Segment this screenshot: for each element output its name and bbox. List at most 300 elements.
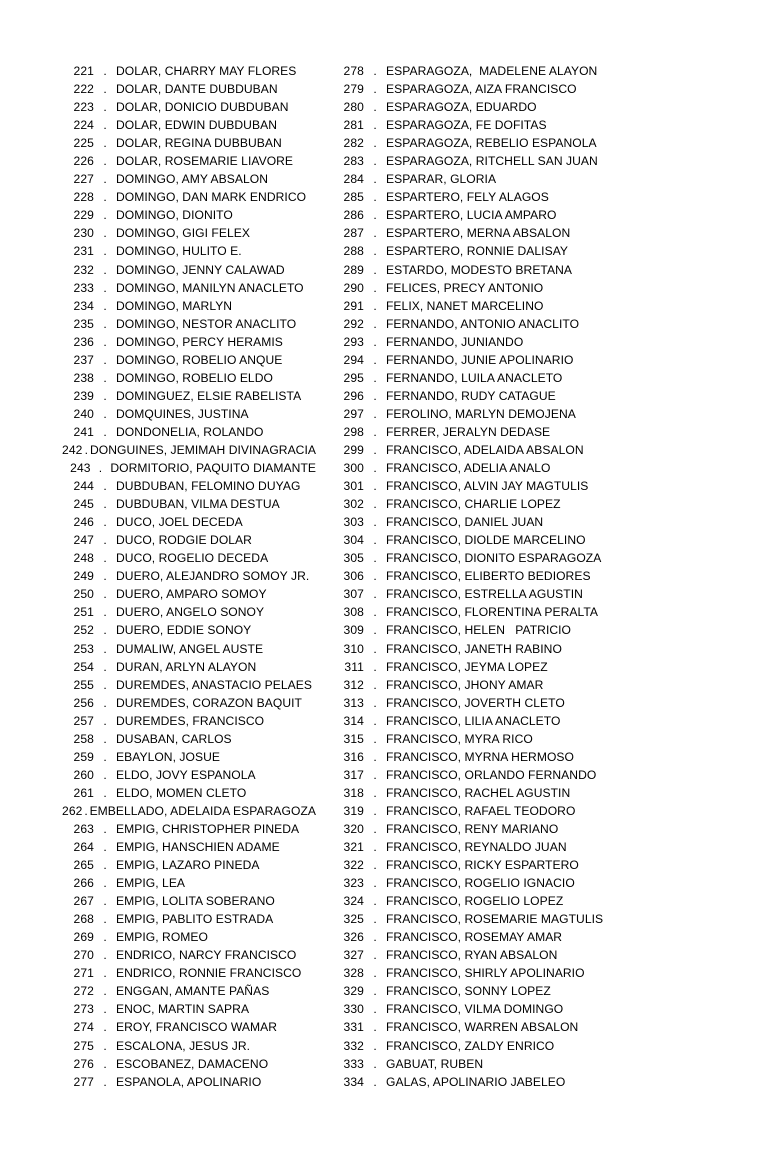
- list-item: [332, 152, 768, 170]
- list-item: [62, 928, 316, 946]
- list-item-separator: .: [373, 876, 377, 891]
- list-item: [62, 549, 316, 567]
- list-item-number: 305: [343, 551, 364, 566]
- list-item-separator: .: [373, 316, 377, 331]
- list-item: [332, 279, 768, 297]
- list-item: [332, 1055, 768, 1073]
- list-item-number: 281: [343, 118, 364, 133]
- list-item-separator: .: [103, 208, 107, 223]
- list-item-name: FRANCISCO, DIOLDE MARCELINO: [386, 533, 586, 548]
- list-item-number: 264: [73, 840, 94, 855]
- list-item-name: FERNANDO, JUNIANDO: [386, 334, 524, 349]
- list-item: [332, 621, 768, 639]
- list-item: [62, 621, 316, 639]
- list-item: [62, 369, 316, 387]
- list-item-number: 266: [73, 876, 94, 891]
- list-item-name: FRANCISCO, SHIRLY APOLINARIO: [386, 966, 585, 981]
- list-item-number: 312: [343, 677, 364, 692]
- list-item-name: ELDO, JOVY ESPANOLA: [116, 767, 256, 782]
- list-item-separator: .: [103, 605, 107, 620]
- list-item-number: 246: [73, 515, 94, 530]
- list-item: [332, 170, 768, 188]
- list-item-number: 332: [343, 1038, 364, 1053]
- list-item-name: FRANCISCO, ROSEMARIE MAGTULIS: [386, 912, 604, 927]
- list-item-name: DOMINGO, MANILYN ANACLETO: [116, 280, 304, 295]
- list-item: [62, 531, 316, 549]
- list-item-name: DOMINGO, ROBELIO ELDO: [116, 370, 273, 385]
- list-item-number: 223: [73, 100, 94, 115]
- list-item-number: 252: [73, 623, 94, 638]
- list-item-separator: .: [373, 388, 377, 403]
- list-item-number: 286: [343, 208, 364, 223]
- list-item: [332, 62, 768, 80]
- list-item-separator: .: [103, 948, 107, 963]
- name-list-column-right: [316, 62, 768, 1091]
- list-item-separator: .: [103, 659, 107, 674]
- list-item-name: FRANCISCO, JEYMA LOPEZ: [386, 659, 548, 674]
- list-item: [62, 98, 316, 116]
- list-item: [332, 116, 768, 134]
- list-item-separator: .: [103, 82, 107, 97]
- list-item: [332, 910, 768, 928]
- list-item-number: 279: [343, 82, 364, 97]
- list-item-separator: .: [103, 479, 107, 494]
- list-item: [332, 459, 768, 477]
- list-item-name: ESPARAGOZA, FE DOFITAS: [386, 118, 547, 133]
- list-item-name: DUSABAN, CARLOS: [116, 731, 232, 746]
- list-item-separator: .: [103, 840, 107, 855]
- list-item-name: FRANCISCO, ELIBERTO BEDIORES: [386, 569, 591, 584]
- list-item-number: 319: [343, 803, 364, 818]
- list-item-name: DOMINGO, HULITO E.: [116, 244, 242, 259]
- list-item-number: 303: [343, 515, 364, 530]
- list-item: [332, 423, 768, 441]
- list-item-separator: .: [103, 388, 107, 403]
- list-item-separator: .: [373, 803, 377, 818]
- list-item: [332, 441, 768, 459]
- list-item: [62, 116, 316, 134]
- list-item-number: 270: [73, 948, 94, 963]
- list-item: [332, 640, 768, 658]
- list-item-number: 273: [73, 1002, 94, 1017]
- list-item-name: DUCO, ROGELIO DECEDA: [116, 551, 269, 566]
- list-item-name: FRANCISCO, REYNALDO JUAN: [386, 840, 567, 855]
- list-item-name: DOMINGO, MARLYN: [116, 298, 233, 313]
- list-item-separator: .: [103, 858, 107, 873]
- list-item-name: ESPARTERO, LUCIA AMPARO: [386, 208, 557, 223]
- list-item: [62, 1037, 316, 1055]
- list-item-number: 317: [343, 767, 364, 782]
- list-item: [62, 603, 316, 621]
- list-item-separator: .: [373, 172, 377, 187]
- list-item-separator: .: [103, 821, 107, 836]
- list-item: [62, 441, 316, 459]
- list-item-number: 314: [343, 713, 364, 728]
- list-item-separator: .: [103, 713, 107, 728]
- list-item-name: DUREMDES, CORAZON BAQUIT: [116, 695, 302, 710]
- list-item-number: 229: [73, 208, 94, 223]
- list-item-separator: .: [103, 966, 107, 981]
- list-item-name: DONGUINES, JEMIMAH DIVINAGRACIA: [90, 442, 316, 457]
- list-item: [62, 242, 316, 260]
- list-item-name: DUBDUBAN, FELOMINO DUYAG: [116, 479, 301, 494]
- list-item-name: ESPARAGOZA, REBELIO ESPANOLA: [386, 136, 597, 151]
- list-item-name: EBAYLON, JOSUE: [116, 749, 220, 764]
- list-item-separator: .: [103, 334, 107, 349]
- list-item-separator: .: [103, 154, 107, 169]
- list-item: [62, 423, 316, 441]
- list-item: [332, 1000, 768, 1018]
- list-item-separator: .: [103, 497, 107, 512]
- list-item: [62, 62, 316, 80]
- list-item: [332, 820, 768, 838]
- list-item-number: 301: [343, 479, 364, 494]
- list-item-number: 235: [73, 316, 94, 331]
- list-item-separator: .: [373, 154, 377, 169]
- list-item: [332, 242, 768, 260]
- list-item-separator: .: [373, 424, 377, 439]
- list-item-name: FRANCISCO, VILMA DOMINGO: [386, 1002, 564, 1017]
- list-item-number: 234: [73, 298, 94, 313]
- list-item-separator: .: [373, 442, 377, 457]
- list-item-number: 272: [73, 984, 94, 999]
- list-item-separator: .: [373, 605, 377, 620]
- list-item-separator: .: [373, 1056, 377, 1071]
- list-item-number: 260: [73, 767, 94, 782]
- list-item-separator: .: [373, 894, 377, 909]
- list-item-name: GABUAT, RUBEN: [386, 1056, 484, 1071]
- list-item: [62, 333, 316, 351]
- list-item: [332, 98, 768, 116]
- list-item: [62, 838, 316, 856]
- list-item-number: 232: [73, 262, 94, 277]
- list-item: [62, 946, 316, 964]
- list-item: [332, 856, 768, 874]
- list-item-separator: .: [373, 948, 377, 963]
- list-item: [332, 531, 768, 549]
- list-item-name: DUERO, ALEJANDRO SOMOY JR.: [116, 569, 310, 584]
- list-item: [62, 80, 316, 98]
- list-item: [332, 892, 768, 910]
- list-item-number: 287: [343, 226, 364, 241]
- list-item: [62, 459, 316, 477]
- list-item-number: 236: [73, 334, 94, 349]
- list-item-number: 327: [343, 948, 364, 963]
- list-item-name: EMPIG, HANSCHIEN ADAME: [116, 840, 280, 855]
- list-item: [332, 730, 768, 748]
- list-item-name: DOMQUINES, JUSTINA: [116, 406, 249, 421]
- list-item: [332, 549, 768, 567]
- list-item-number: 316: [343, 749, 364, 764]
- list-item-name: FRANCISCO, ROGELIO LOPEZ: [386, 894, 564, 909]
- list-item-name: FRANCISCO, WARREN ABSALON: [386, 1020, 579, 1035]
- list-item-name: FRANCISCO, JOVERTH CLETO: [386, 695, 565, 710]
- list-item-separator: .: [373, 930, 377, 945]
- list-item-separator: .: [373, 912, 377, 927]
- list-item-number: 282: [343, 136, 364, 151]
- list-item-name: FRANCISCO, JANETH RABINO: [386, 641, 562, 656]
- list-item-number: 318: [343, 785, 364, 800]
- list-item-number: 253: [73, 641, 94, 656]
- list-item-number: 294: [343, 352, 364, 367]
- list-item-number: 310: [343, 641, 364, 656]
- list-item-number: 324: [343, 894, 364, 909]
- list-item-name: FRANCISCO, CHARLIE LOPEZ: [386, 497, 561, 512]
- list-item-separator: .: [373, 858, 377, 873]
- list-item-separator: .: [373, 1038, 377, 1053]
- list-item-number: 254: [73, 659, 94, 674]
- list-item: [332, 567, 768, 585]
- list-item-number: 268: [73, 912, 94, 927]
- list-item-number: 247: [73, 533, 94, 548]
- list-item-number: 242: [62, 442, 83, 457]
- list-item-separator: .: [373, 370, 377, 385]
- list-item: [62, 315, 316, 333]
- list-item-name: FRANCISCO, RAFAEL TEODORO: [386, 803, 576, 818]
- list-item: [332, 513, 768, 531]
- list-item-name: DOMINGO, JENNY CALAWAD: [116, 262, 285, 277]
- list-item: [62, 495, 316, 513]
- list-item-name: ESPARTERO, FELY ALAGOS: [386, 190, 549, 205]
- list-item-name: FRANCISCO, MYRA RICO: [386, 731, 533, 746]
- list-item-number: 244: [73, 479, 94, 494]
- list-item-separator: .: [373, 190, 377, 205]
- list-item-name: ESCOBANEZ, DAMACENO: [116, 1056, 269, 1071]
- list-item-name: ESPARAR, GLORIA: [386, 172, 497, 187]
- list-item-number: 256: [73, 695, 94, 710]
- list-item: [62, 730, 316, 748]
- list-item: [332, 1037, 768, 1055]
- list-item-separator: .: [103, 226, 107, 241]
- list-item-number: 221: [73, 64, 94, 78]
- list-item-name: ESTARDO, MODESTO BRETANA: [386, 262, 572, 277]
- list-item: [332, 405, 768, 423]
- list-item-number: 277: [73, 1074, 94, 1089]
- list-item-separator: .: [103, 280, 107, 295]
- list-item-name: ENDRICO, RONNIE FRANCISCO: [116, 966, 302, 981]
- list-item-separator: .: [103, 876, 107, 891]
- list-item-name: FEROLINO, MARLYN DEMOJENA: [386, 406, 576, 421]
- list-item-separator: .: [373, 82, 377, 97]
- list-item: [62, 892, 316, 910]
- list-item: [62, 694, 316, 712]
- list-item-name: DOLAR, REGINA DUBBUBAN: [116, 136, 282, 151]
- list-item-number: 297: [343, 406, 364, 421]
- list-item-name: EMBELLADO, ADELAIDA ESPARAGOZA: [89, 803, 316, 818]
- list-item-separator: .: [373, 100, 377, 115]
- list-item-number: 267: [73, 894, 94, 909]
- list-item-name: GALAS, APOLINARIO JABELEO: [386, 1074, 566, 1089]
- list-item-name: DOLAR, CHARRY MAY FLORES: [116, 64, 297, 78]
- list-item-separator: .: [373, 677, 377, 692]
- list-item-separator: .: [103, 424, 107, 439]
- list-item-separator: .: [373, 461, 377, 476]
- list-item-separator: .: [373, 262, 377, 277]
- list-item-separator: .: [84, 442, 88, 457]
- list-item-name: ESPARTERO, RONNIE DALISAY: [386, 244, 569, 259]
- list-item-separator: .: [373, 280, 377, 295]
- list-item-number: 226: [73, 154, 94, 169]
- list-item: [62, 802, 316, 820]
- list-item-number: 283: [343, 154, 364, 169]
- list-item-separator: .: [373, 551, 377, 566]
- list-item-number: 326: [343, 930, 364, 945]
- list-item-separator: .: [103, 749, 107, 764]
- list-item-name: DOMINGO, DAN MARK ENDRICO: [116, 190, 307, 205]
- list-item: [62, 1000, 316, 1018]
- list-item: [62, 982, 316, 1000]
- list-item-number: 274: [73, 1020, 94, 1035]
- list-item-number: 230: [73, 226, 94, 241]
- list-item-separator: .: [84, 803, 88, 818]
- list-item-separator: .: [103, 894, 107, 909]
- list-item-name: ESPARAGOZA, EDUARDO: [386, 100, 537, 115]
- list-item: [62, 188, 316, 206]
- list-item-number: 271: [73, 966, 94, 981]
- list-item-name: DUCO, RODGIE DOLAR: [116, 533, 252, 548]
- list-item-separator: .: [103, 172, 107, 187]
- list-item-name: DUERO, AMPARO SOMOY: [116, 587, 267, 602]
- list-item-number: 289: [343, 262, 364, 277]
- list-item: [332, 964, 768, 982]
- list-item: [332, 297, 768, 315]
- list-item-name: FRANCISCO, RICKY ESPARTERO: [386, 858, 579, 873]
- list-item-separator: .: [373, 659, 377, 674]
- list-item-number: 296: [343, 388, 364, 403]
- list-item-number: 238: [73, 370, 94, 385]
- list-item-number: 285: [343, 190, 364, 205]
- list-item-separator: .: [103, 533, 107, 548]
- list-item: [332, 351, 768, 369]
- list-item-name: ESCALONA, JESUS JR.: [116, 1038, 251, 1053]
- list-item-number: 288: [343, 244, 364, 259]
- list-item-name: DUCO, JOEL DECEDA: [116, 515, 243, 530]
- list-item: [332, 874, 768, 892]
- list-item-name: FRANCISCO, SONNY LOPEZ: [386, 984, 551, 999]
- list-item: [332, 387, 768, 405]
- list-item-number: 323: [343, 876, 364, 891]
- list-item: [62, 820, 316, 838]
- list-item-number: 320: [343, 821, 364, 836]
- list-item-name: FRANCISCO, DANIEL JUAN: [386, 515, 544, 530]
- list-item-separator: .: [373, 569, 377, 584]
- list-item-number: 311: [344, 659, 364, 674]
- list-item-number: 304: [343, 533, 364, 548]
- list-item: [332, 188, 768, 206]
- list-item: [62, 856, 316, 874]
- list-item-name: DOLAR, ROSEMARIE LIAVORE: [116, 154, 294, 169]
- list-item: [62, 910, 316, 928]
- list-item-name: FRANCISCO, JHONY AMAR: [386, 677, 544, 692]
- list-item: [62, 134, 316, 152]
- name-list-columns: [0, 62, 768, 1091]
- list-item-number: 295: [343, 370, 364, 385]
- list-item-number: 300: [343, 461, 364, 476]
- list-item-number: 261: [73, 785, 94, 800]
- list-item: [62, 964, 316, 982]
- list-item-name: DOLAR, DONICIO DUBDUBAN: [116, 100, 289, 115]
- list-item-name: FERNANDO, LUILA ANACLETO: [386, 370, 563, 385]
- list-item-number: 321: [343, 840, 364, 855]
- list-item-separator: .: [373, 785, 377, 800]
- list-item: [332, 658, 768, 676]
- list-item-name: DUREMDES, ANASTACIO PELAES: [116, 677, 312, 692]
- list-item-separator: .: [373, 226, 377, 241]
- list-item-separator: .: [103, 370, 107, 385]
- list-item-name: EMPIG, PABLITO ESTRADA: [116, 912, 274, 927]
- name-list-column-left: [0, 62, 316, 1091]
- list-item-number: 334: [343, 1074, 364, 1089]
- list-item-name: ESPANOLA, APOLINARIO: [116, 1074, 262, 1089]
- list-item-name: DOMINGO, GIGI FELEX: [116, 226, 250, 241]
- list-item: [332, 1018, 768, 1036]
- list-item-separator: .: [373, 497, 377, 512]
- list-item: [332, 676, 768, 694]
- list-item-separator: .: [103, 406, 107, 421]
- list-item: [62, 261, 316, 279]
- list-item-separator: .: [103, 569, 107, 584]
- list-item-name: FRANCISCO, ROGELIO IGNACIO: [386, 876, 575, 891]
- list-item-name: FRANCISCO, ADELIA ANALO: [386, 461, 551, 476]
- list-item-separator: .: [373, 641, 377, 656]
- list-item-name: FRANCISCO, MYRNA HERMOSO: [386, 749, 574, 764]
- list-item-number: 265: [73, 858, 94, 873]
- list-item-separator: .: [103, 1056, 107, 1071]
- list-item-name: ESPARTERO, MERNA ABSALON: [386, 226, 571, 241]
- list-item-name: DOMINGO, AMY ABSALON: [116, 172, 268, 187]
- list-item-number: 225: [73, 136, 94, 151]
- list-item-number: 251: [73, 605, 94, 620]
- list-item-separator: .: [373, 64, 377, 78]
- list-item-name: DOMINGO, DIONITO: [116, 208, 233, 223]
- list-item: [332, 928, 768, 946]
- list-item-name: FRANCISCO, ORLANDO FERNANDO: [386, 767, 597, 782]
- list-item: [62, 297, 316, 315]
- list-item-name: EMPIG, LOLITA SOBERANO: [116, 894, 275, 909]
- list-item: [332, 495, 768, 513]
- list-item-number: 280: [343, 100, 364, 115]
- list-item-separator: .: [103, 100, 107, 115]
- list-item-name: ESPARAGOZA, MADELENE ALAYON: [386, 64, 598, 78]
- list-item-number: 257: [73, 713, 94, 728]
- list-item-name: DUREMDES, FRANCISCO: [116, 713, 265, 728]
- list-item-number: 276: [73, 1056, 94, 1071]
- list-item-number: 233: [73, 280, 94, 295]
- list-item-separator: .: [373, 984, 377, 999]
- list-item-number: 325: [343, 912, 364, 927]
- list-item-separator: .: [373, 840, 377, 855]
- list-item-number: 292: [343, 316, 364, 331]
- list-item: [62, 676, 316, 694]
- list-item-separator: .: [373, 749, 377, 764]
- list-item-name: EMPIG, ROMEO: [116, 930, 208, 945]
- list-item-separator: .: [373, 533, 377, 548]
- list-item: [332, 784, 768, 802]
- list-item-name: EMPIG, CHRISTOPHER PINEDA: [116, 821, 300, 836]
- list-item-name: DURAN, ARLYN ALAYON: [116, 659, 257, 674]
- list-item-separator: .: [103, 731, 107, 746]
- list-item-number: 291: [343, 298, 364, 313]
- list-item-separator: .: [373, 966, 377, 981]
- list-item-number: 328: [343, 966, 364, 981]
- list-item-number: 307: [343, 587, 364, 602]
- list-item-separator: .: [103, 930, 107, 945]
- list-item-separator: .: [373, 334, 377, 349]
- list-item-name: EMPIG, LAZARO PINEDA: [116, 858, 260, 873]
- list-item-separator: .: [373, 406, 377, 421]
- list-item: [62, 477, 316, 495]
- list-item-separator: .: [98, 461, 103, 476]
